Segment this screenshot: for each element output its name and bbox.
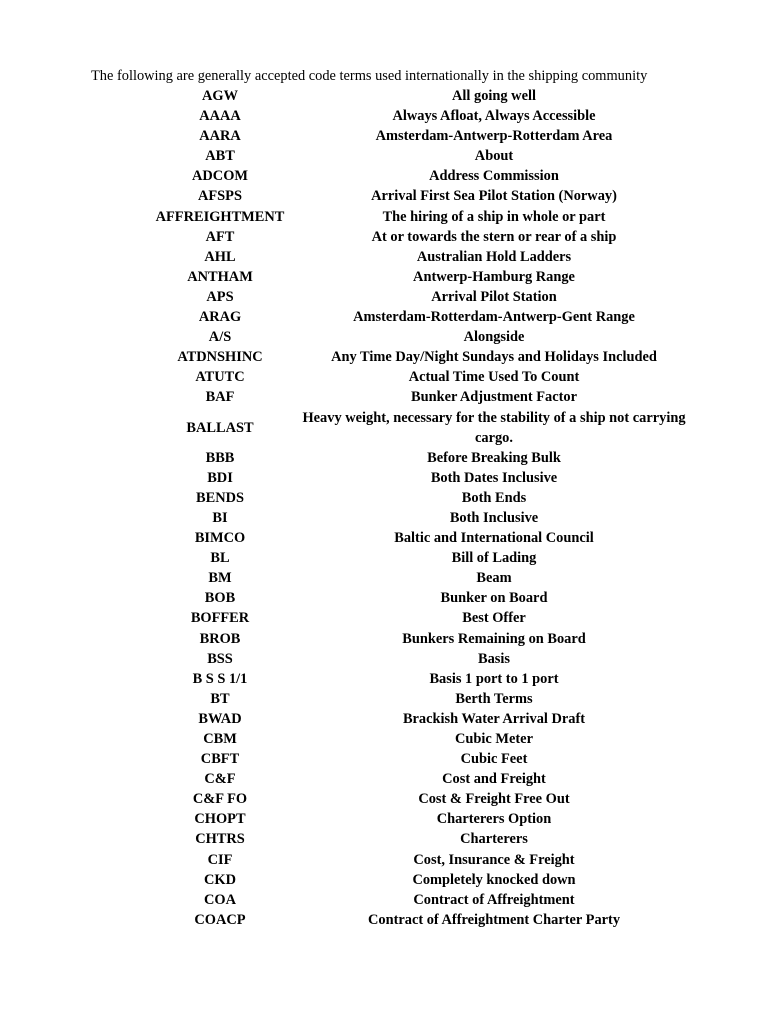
- terms-table: [140, 86, 688, 930]
- term-row: [140, 508, 688, 528]
- term-code: ATUTC: [195, 369, 245, 386]
- term-row: [140, 870, 688, 890]
- term-meaning: Actual Time Used To Count: [408, 369, 580, 386]
- term-row: [140, 850, 688, 870]
- term-code: CBM: [203, 731, 237, 747]
- term-meaning: Amsterdam-Rotterdam-Antwerp-Gent Range: [353, 309, 635, 326]
- term-meaning: Brackish Water Arrival Draft: [402, 710, 586, 727]
- term-code: ABT: [205, 148, 235, 165]
- term-code: BROB: [199, 630, 241, 647]
- term-row: [140, 608, 688, 628]
- term-meaning: Baltic and International Council: [394, 530, 594, 547]
- term-code: BM: [208, 570, 232, 587]
- term-meaning: Amsterdam-Antwerp-Rotterdam Area: [375, 128, 613, 145]
- term-row: [140, 749, 688, 769]
- term-row: [140, 548, 688, 568]
- term-code: CHOPT: [194, 811, 246, 828]
- term-meaning: Basis: [478, 650, 510, 667]
- term-row: [140, 588, 688, 608]
- term-row: [140, 448, 688, 468]
- term-row: [140, 809, 688, 829]
- term-meaning: Cost, Insurance & Freight: [413, 851, 575, 868]
- term-code: BENDS: [196, 489, 244, 506]
- term-row: [140, 729, 688, 749]
- term-row: [140, 267, 688, 287]
- term-meaning: Before Breaking Bulk: [427, 449, 561, 466]
- term-row: [140, 629, 688, 649]
- term-code: AFFREIGHTMENT: [155, 208, 285, 225]
- term-row: [140, 468, 688, 488]
- term-row: [140, 347, 688, 367]
- term-code: BIMCO: [194, 530, 246, 547]
- term-meaning: Both Ends: [461, 489, 527, 506]
- term-code: APS: [206, 288, 234, 305]
- term-code: COACP: [194, 911, 246, 928]
- term-code: AFSPS: [198, 188, 242, 205]
- term-code: ARAG: [198, 309, 242, 326]
- term-meaning: Both Inclusive: [449, 509, 539, 526]
- term-meaning: Bunker Adjustment Factor: [410, 389, 578, 406]
- term-meaning: Charterers Option: [436, 811, 552, 828]
- term-code: C&F FO: [192, 791, 248, 808]
- term-code: ATDNSHINC: [177, 349, 263, 366]
- term-code: BT: [210, 690, 230, 707]
- term-code: AFT: [205, 228, 235, 245]
- term-meaning: Cost & Freight Free Out: [418, 791, 570, 808]
- terms-table-body: [140, 86, 688, 930]
- term-code: BDI: [207, 469, 233, 486]
- term-meaning: Bunker on Board: [440, 590, 548, 607]
- term-meaning: Cost and Freight: [442, 771, 546, 788]
- term-code: BWAD: [198, 710, 242, 727]
- term-code: CIF: [207, 851, 233, 868]
- term-row: [140, 387, 688, 407]
- term-meaning: Always Afloat, Always Accessible: [392, 108, 596, 125]
- term-meaning: Address Commission: [429, 168, 559, 185]
- term-meaning: Charterers: [460, 831, 528, 848]
- term-meaning: All going well: [452, 88, 536, 104]
- term-meaning: Cubic Feet: [460, 751, 528, 768]
- term-row: [140, 709, 688, 729]
- term-meaning: Basis 1 port to 1 port: [429, 670, 559, 687]
- term-row: [140, 207, 688, 227]
- term-row: [140, 769, 688, 789]
- term-code: AHL: [204, 248, 236, 265]
- term-code: BBB: [205, 449, 235, 466]
- term-row: [140, 528, 688, 548]
- term-code: A/S: [208, 329, 232, 346]
- term-code: BI: [212, 509, 228, 526]
- term-row: [140, 829, 688, 849]
- term-row: [140, 367, 688, 387]
- term-code: COA: [204, 891, 236, 908]
- term-code: C&F: [204, 771, 236, 788]
- term-row: [140, 307, 688, 327]
- term-meaning: Arrival First Sea Pilot Station (Norway): [371, 188, 617, 205]
- term-meaning: Bunkers Remaining on Board: [402, 630, 586, 647]
- term-code: CBFT: [200, 751, 240, 768]
- term-row: [140, 669, 688, 689]
- intro-text: The following are generally accepted code terms used internationally in the shipping community: [91, 68, 648, 84]
- term-code: BOFFER: [190, 610, 250, 627]
- term-meaning: At or towards the stern or rear of a ship: [371, 228, 617, 245]
- term-row: [140, 86, 688, 106]
- term-meaning: Alongside: [463, 329, 525, 346]
- term-meaning: Both Dates Inclusive: [430, 469, 558, 486]
- term-meaning: Berth Terms: [455, 690, 533, 707]
- term-code: CHTRS: [195, 831, 245, 848]
- term-row: [140, 789, 688, 809]
- term-meaning: Antwerp-Hamburg Range: [413, 268, 575, 285]
- term-code: BSS: [207, 650, 233, 667]
- term-code: AARA: [199, 128, 241, 145]
- term-meaning: Heavy weight, necessary for the stability of a ship not carrying cargo.: [302, 409, 686, 446]
- term-meaning: Any Time Day/Night Sundays and Holidays Included: [331, 349, 657, 366]
- term-row: [140, 287, 688, 307]
- term-code: ADCOM: [192, 168, 248, 185]
- term-row: [140, 126, 688, 146]
- term-code: BAF: [205, 389, 235, 406]
- term-row: [140, 146, 688, 166]
- term-code: CKD: [204, 871, 236, 888]
- term-code: AAAA: [199, 108, 241, 125]
- term-code: B S S 1/1: [192, 670, 248, 687]
- term-row: [140, 890, 688, 910]
- term-row: [140, 910, 688, 930]
- term-row: [140, 649, 688, 669]
- term-code: BL: [210, 550, 230, 567]
- term-meaning: Arrival Pilot Station: [431, 288, 557, 305]
- term-meaning: Best Offer: [462, 610, 526, 627]
- term-meaning: About: [474, 148, 514, 165]
- term-row: [140, 247, 688, 267]
- term-row: [140, 186, 688, 206]
- term-code: ANTHAM: [187, 268, 253, 285]
- term-row: [140, 327, 688, 347]
- term-code: BALLAST: [186, 419, 254, 436]
- term-row: [140, 488, 688, 508]
- term-row: [140, 408, 688, 448]
- term-meaning: Australian Hold Ladders: [416, 248, 572, 265]
- term-row: [140, 106, 688, 126]
- term-row: [140, 166, 688, 186]
- term-meaning: Contract of Affreightment: [413, 891, 575, 908]
- term-row: [140, 227, 688, 247]
- term-meaning: Completely knocked down: [412, 871, 576, 888]
- term-meaning: Beam: [476, 570, 512, 587]
- term-meaning: The hiring of a ship in whole or part: [382, 208, 606, 225]
- term-row: [140, 568, 688, 588]
- term-meaning: Cubic Meter: [455, 731, 533, 747]
- term-meaning: Bill of Lading: [451, 550, 537, 567]
- term-code: BOB: [204, 590, 236, 607]
- term-meaning: Contract of Affreightment Charter Party: [367, 911, 621, 928]
- term-row: [140, 689, 688, 709]
- term-code: AGW: [202, 88, 238, 104]
